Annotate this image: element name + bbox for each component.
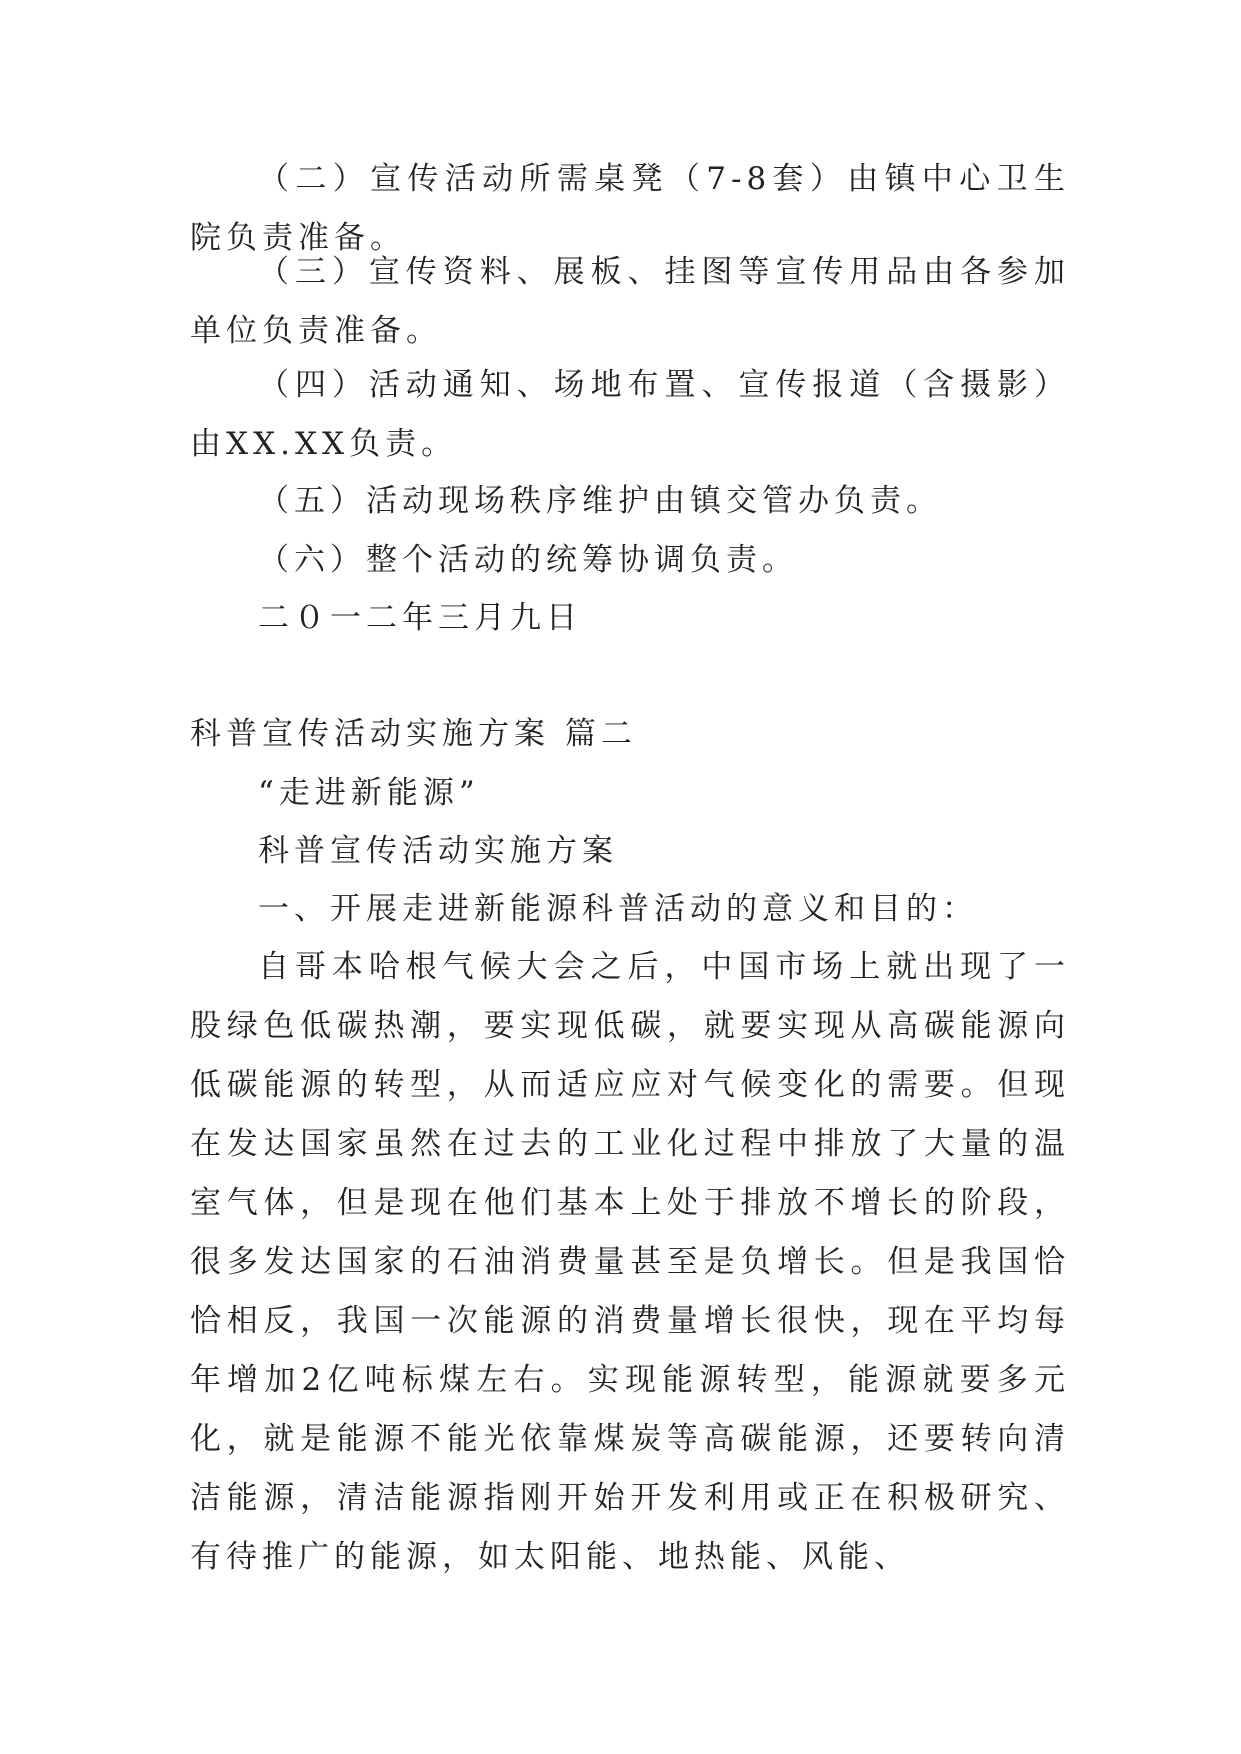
paragraph-item-6: （六）整个活动的统筹协调负责。 [258,542,798,578]
section-subtitle: 科普宣传活动实施方案 [258,833,618,869]
paragraph-item-3: （三）宣传资料、展板、挂图等宣传用品由各参加单位负责准备。 [190,254,1070,349]
point-one-title: 一、开展走进新能源科普活动的意义和目的： [258,891,978,927]
section-heading: 科普宣传活动实施方案 篇二 [190,716,637,752]
paragraph-item-2: （二）宣传活动所需桌凳（7-8套）由镇中心卫生院负责准备。 [190,161,1070,256]
document-date: 二０一二年三月九日 [258,600,582,636]
section-subtitle-quote: “走进新能源” [258,775,480,811]
paragraph-item-5: （五）活动现场秩序维护由镇交管办负责。 [258,483,942,519]
paragraph-item-4: （四）活动通知、场地布置、宣传报道（含摄影）由XX.XX负责。 [190,367,1070,462]
point-one-body: 自哥本哈根气候大会之后，中国市场上就出现了一股绿色低碳热潮，要实现低碳，就要实现从高碳能源向低碳能源的转型，从而适应应对气候变化的需要。但现在发达国家虽然在过去的工业化过程中排放了大量的温室气体，但是现在他们基本上处于排放不增长的阶段，很多发达国家的石油消费量甚至是负增长。但是我国恰恰相反，我国一次能源的消费量增长很快，现在平均每年增加2亿吨标煤左右。实现能源转型，能源就要多元化，就是能源不能光依靠煤炭等高碳能源，还要转向清洁能源，清洁能源指刚开始开发利用或正在积极研究、有待推广的能源，如太阳能、地热能、风能、 [190,949,1070,1575]
